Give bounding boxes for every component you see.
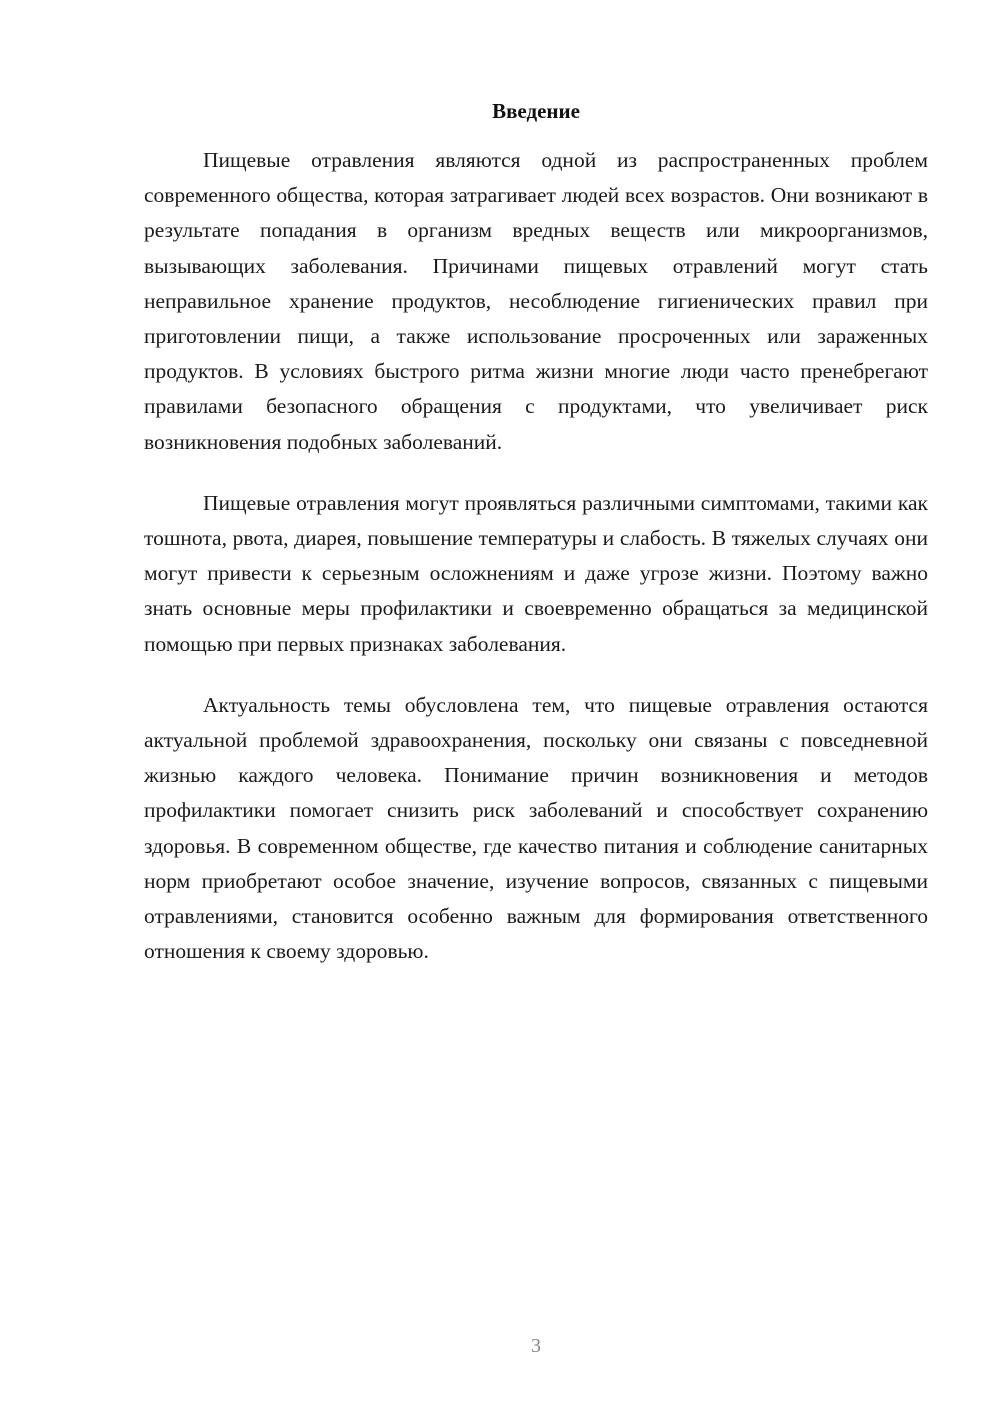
paragraph-1: Пищевые отравления являются одной из распространенных проблем современного общества, которая затрагивает людей всех возрастов. Они возникают в результате попадания в организм вредных веществ или микроорганизмов, вызывающих заболевания. Причинами пищевых отравлений могут стать неправильное хранение продуктов, несоблюдение гигиенических правил при приготовлении пищи, а также использование просроченных или зараженных продуктов. В условиях быстрого ритма жизни многие люди часто пренебрегают правилами безопасного обращения с продуктами, что увеличивает риск возникновения подобных заболеваний.	[144, 148, 928, 454]
section-title: Введение	[492, 99, 580, 123]
paragraph-gap	[144, 460, 928, 486]
paragraph-gap	[144, 662, 928, 688]
paragraph-3: Актуальность темы обусловлена тем, что пищевые отравления остаются актуальной проблемой здравоохранения, поскольку они связаны с повседневной жизнью каждого человека. Понимание причин возникновения и методов профилактики помогает снизить риск заболеваний и способствует сохранению здоровья. В современном обществе, где качество питания и соблюдение санитарных норм приобретают особое значение, изучение вопросов, связанных с пищевыми отравлениями, становится особенно важным для формирования ответственного отношения к своему здоровью.	[144, 692, 928, 964]
page-content	[144, 96, 928, 969]
page-number: 3	[531, 1335, 541, 1357]
paragraph-2: Пищевые отравления могут проявляться различными симптомами, такими как тошнота, рвота, диарея, повышение температуры и слабость. В тяжелых случаях они могут привести к серьезным осложнениям и даже угрозе жизни. Поэтому важно знать основные меры профилактики и своевременно обращаться за медицинской помощью при первых признаках заболевания.	[144, 490, 928, 656]
